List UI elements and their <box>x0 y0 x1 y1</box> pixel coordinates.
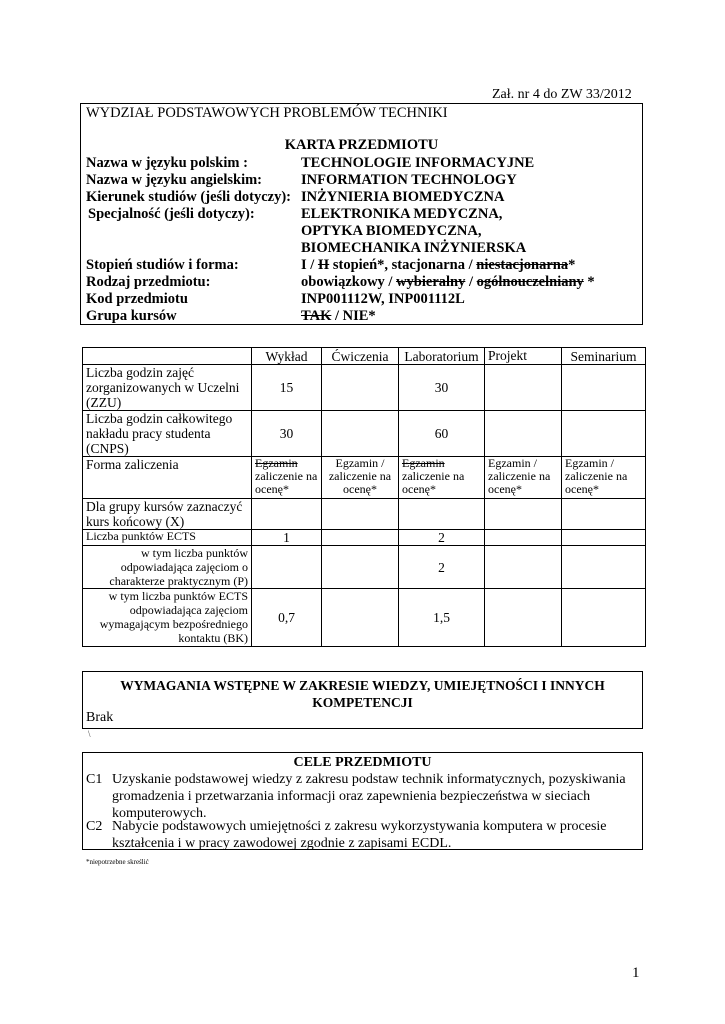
final-course-label: Dla grupy kursów zaznaczyć kurs końcowy (X) <box>83 499 252 530</box>
prerequisites-body: Brak <box>86 710 114 725</box>
direction-value: INŻYNIERIA BIOMEDYCZNA <box>301 189 505 205</box>
name-en-label: Nazwa w języku angielskim: <box>86 172 263 188</box>
cnps-laboratory: 60 <box>399 411 485 457</box>
table-row <box>83 530 646 546</box>
ects-laboratory: 2 <box>399 530 485 546</box>
form-project: Egzamin / zaliczenie na ocenę* <box>485 457 562 499</box>
name-en-value: INFORMATION TECHNOLOGY <box>301 172 517 188</box>
footnote: *niepotrzebne skreślić <box>86 858 149 866</box>
ects-exercises <box>322 530 399 546</box>
name-pl-label: Nazwa w języku polskim : <box>86 155 248 171</box>
table-row <box>83 589 646 647</box>
type-label: Rodzaj przedmiotu: <box>86 274 211 290</box>
zzu-laboratory: 30 <box>399 365 485 411</box>
form-lab-credit: zaliczenie na ocenę* <box>402 469 465 496</box>
goal-code: C1 <box>86 772 103 787</box>
zzu-seminar <box>562 365 646 411</box>
annex-reference: Zał. nr 4 do ZW 33/2012 <box>492 87 632 102</box>
table-row <box>83 499 646 530</box>
table-row <box>83 365 646 411</box>
ects-lecture: 1 <box>252 530 322 546</box>
cnps-seminar <box>562 411 646 457</box>
form-lecture-exam-struck: Egzamin <box>255 456 298 470</box>
table-row <box>83 546 646 589</box>
type-mandatory: obowiązkowy / <box>301 274 397 290</box>
ects-seminar <box>562 530 646 546</box>
bk-project <box>485 589 562 647</box>
group-no: / NIE* <box>331 308 376 324</box>
degree-nonstationary-struck: niestacjonarna <box>476 257 569 273</box>
form-laboratory <box>399 457 485 499</box>
page-number: 1 <box>632 965 640 981</box>
form-lab-exam-struck: Egzamin <box>402 456 445 470</box>
degree-label: Stopień studiów i forma: <box>86 257 239 273</box>
faculty-name: WYDZIAŁ PODSTAWOWYCH PROBLEMÓW TECHNIKI <box>86 105 448 121</box>
degree-second-struck: II <box>317 257 330 273</box>
practical-lecture <box>252 546 322 589</box>
header-lecture: Wykład <box>252 348 322 365</box>
final-lecture <box>252 499 322 530</box>
group-value <box>301 308 376 325</box>
name-pl-value: TECHNOLOGIE INFORMACYJNE <box>301 155 535 171</box>
degree-stationary: stopień*, stacjonarna / <box>329 257 477 273</box>
type-elective-struck: wybieralny <box>396 274 466 290</box>
cnps-lecture: 30 <box>252 411 322 457</box>
final-project <box>485 499 562 530</box>
code-label: Kod przedmiotu <box>86 291 188 307</box>
bk-label: w tym liczba punktów ECTS odpowiadająca zajęciom wymagającym bezpośredniego kontaktu (BK) <box>83 589 252 647</box>
practical-seminar <box>562 546 646 589</box>
bk-lecture: 0,7 <box>252 589 322 647</box>
form-label: Forma zaliczenia <box>83 457 252 499</box>
final-exercises <box>322 499 399 530</box>
code-value: INP001112W, INP001112L <box>301 291 465 307</box>
cnps-exercises <box>322 411 399 457</box>
goal-text: Uzyskanie podstawowej wiedzy z zakresu podstaw technik informatycznych, pozyskiwania gromadzenia i przetwarzania informacji oraz zapewnienia bezpieczeństwa w sieciach komputerowych. <box>112 772 626 821</box>
header-exercises: Ćwiczenia <box>322 348 399 365</box>
degree-asterisk: * <box>568 257 576 273</box>
goal-item <box>86 771 641 822</box>
group-label: Grupa kursów <box>86 308 177 324</box>
goals-box <box>82 752 643 850</box>
form-lecture <box>252 457 322 499</box>
zzu-lecture: 15 <box>252 365 322 411</box>
table-row <box>83 411 646 457</box>
group-yes-struck: TAK <box>301 308 332 324</box>
goal-item <box>86 818 641 852</box>
goal-code: C2 <box>86 819 103 834</box>
ects-project <box>485 530 562 546</box>
course-header-box <box>80 103 643 325</box>
hours-table <box>82 347 646 647</box>
form-seminar: Egzamin / zaliczenie na ocenę* <box>562 457 646 499</box>
bk-laboratory: 1,5 <box>399 589 485 647</box>
form-lecture-credit: zaliczenie na ocenę* <box>255 469 318 496</box>
degree-first: I / <box>301 257 318 273</box>
degree-value <box>301 257 575 274</box>
cnps-project <box>485 411 562 457</box>
form-exercises: Egzamin / zaliczenie na ocenę* <box>322 457 399 499</box>
type-general-struck: ogólnouczelniany <box>476 274 584 290</box>
goal-text: Nabycie podstawowych umiejętności z zakresu wykorzystywania komputera w procesie kształcenia i w pracy zawodowej zgodnie z zapisami ECDL. <box>112 819 607 851</box>
practical-laboratory: 2 <box>399 546 485 589</box>
practical-label: w tym liczba punktów odpowiadająca zajęciom o charakterze praktycznym (P) <box>83 546 252 589</box>
ects-label: Liczba punktów ECTS <box>83 530 252 546</box>
prerequisites-box <box>82 671 643 729</box>
tick-mark: \ <box>88 729 91 739</box>
card-title: KARTA PRZEDMIOTU <box>284 137 439 153</box>
practical-exercises <box>322 546 399 589</box>
zzu-exercises <box>322 365 399 411</box>
speciality-label: Specjalność (jeśli dotyczy): <box>88 206 255 222</box>
zzu-label: Liczba godzin zajęć zorganizowanych w Uczelni (ZZU) <box>83 365 252 411</box>
bk-exercises <box>322 589 399 647</box>
header-seminar: Seminarium <box>562 348 646 365</box>
goals-title: CELE PRZEDMIOTU <box>293 755 432 770</box>
bk-seminar <box>562 589 646 647</box>
speciality-value-2: OPTYKA BIOMEDYCZNA, <box>301 223 482 239</box>
header-project: Projekt <box>485 348 562 365</box>
type-asterisk: * <box>583 274 595 290</box>
table-row <box>83 348 646 365</box>
speciality-value-3: BIOMECHANIKA INŻYNIERSKA <box>301 240 527 256</box>
type-value <box>301 274 595 291</box>
header-laboratory: Laboratorium <box>399 348 485 365</box>
speciality-value-1: ELEKTRONIKA MEDYCZNA, <box>301 206 503 222</box>
final-seminar <box>562 499 646 530</box>
prerequisites-title: WYMAGANIA WSTĘPNE W ZAKRESIE WIEDZY, UMIEJĘTNOŚCI I INNYCH KOMPETENCJI <box>120 678 605 710</box>
final-laboratory <box>399 499 485 530</box>
cnps-label: Liczba godzin całkowitego nakładu pracy studenta (CNPS) <box>83 411 252 457</box>
type-separator: / <box>465 274 477 290</box>
zzu-project <box>485 365 562 411</box>
practical-project <box>485 546 562 589</box>
direction-label: Kierunek studiów (jeśli dotyczy): <box>86 189 291 205</box>
table-row <box>83 457 646 499</box>
header-empty <box>83 348 252 365</box>
